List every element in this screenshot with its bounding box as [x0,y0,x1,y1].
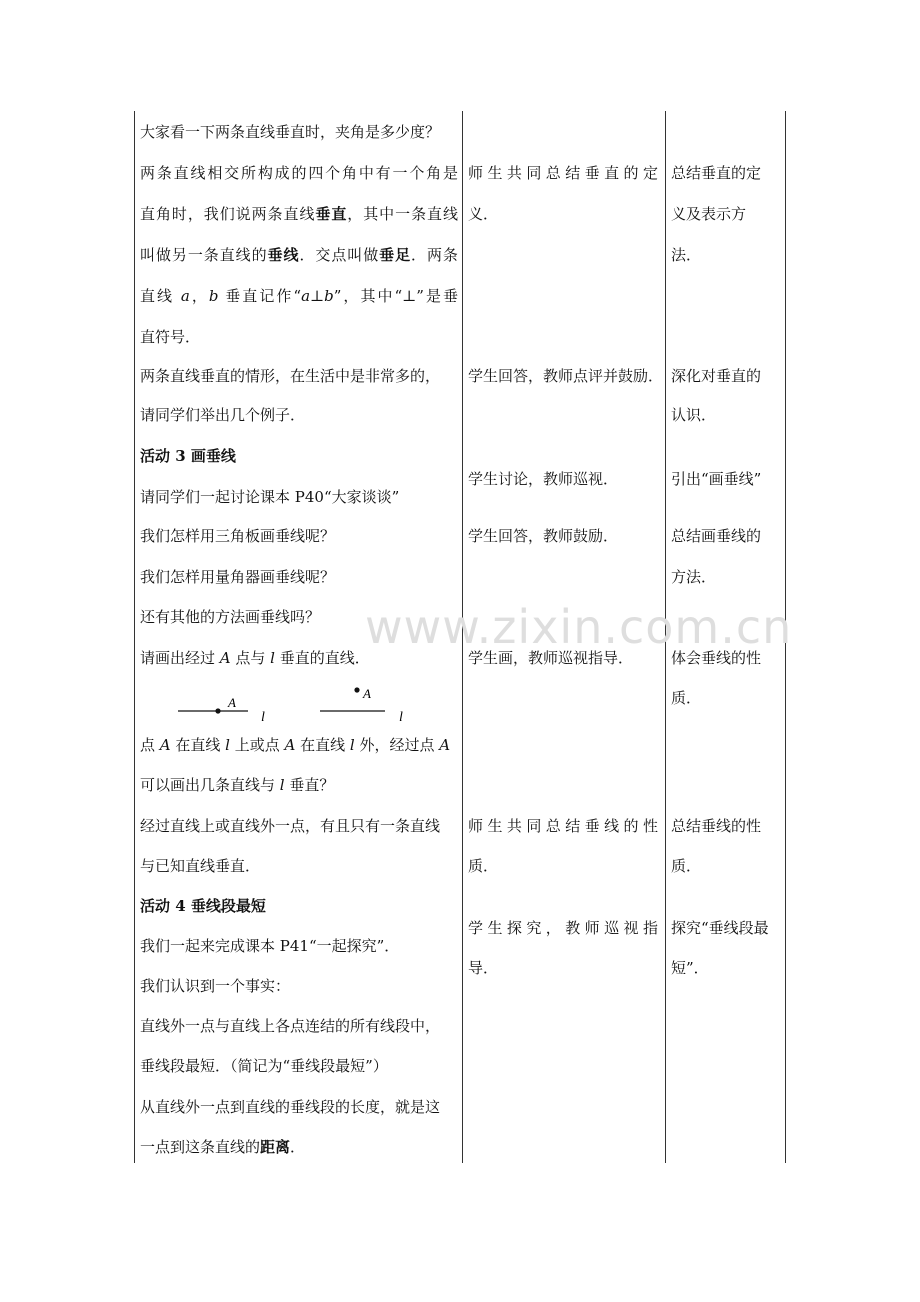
text-line: 我们认识到一个事实： [140,977,291,995]
fig-label-a-1: A [228,695,236,710]
text-line: 质． [671,857,702,875]
text-line: 体会垂线的性 [671,649,762,667]
fig-label-a-2: A [363,686,371,701]
text-line: 总结垂线的性 [671,817,762,835]
text-line: 从直线外一点到直线的垂线段的长度，就是这 [140,1098,441,1116]
text-line: 深化对垂直的 [671,367,762,385]
text-line: 请画出经过 A 点与 l 垂直的直线． [140,649,370,667]
text-line: 直线 a，b 垂直记作“a⊥b”，其中“⊥”是垂 [140,287,458,305]
text-line: 我们一起来完成课本 P41“一起探究”． [140,937,400,955]
text-line: 学生回答，教师点评并鼓励． [468,367,664,385]
text-line: 总结垂直的定 [671,164,762,182]
text-line: 请同学们举出几个例子． [140,406,306,424]
point-a-on-line [215,708,220,713]
text-line: 认识． [671,406,717,424]
text-line: 学生讨论，教师巡视． [468,470,619,488]
text-line: 引出“画垂线” [671,470,762,488]
text-line: 法． [671,246,702,264]
text-line: 我们怎样用量角器画垂线呢？ [140,568,336,586]
fig-label-l-2: l [399,710,403,725]
text-line: 点 A 在直线 l 上或点 A 在直线 l 外，经过点 A [140,736,451,754]
term-distance: 距离 [260,1138,291,1156]
text-line: 方法． [671,568,717,586]
table-border-left [134,111,135,1163]
text-line: 两条直线相交所构成的四个角中有一个角是 [140,164,458,182]
text-line: 可以画出几条直线与 l 垂直？ [140,776,335,794]
term-perpendicular-line: 垂线 [267,246,300,264]
point-line-figure [140,685,460,725]
section-heading: 活动 4 垂线段最短 [140,897,266,915]
text-line: 与已知直线垂直． [140,857,261,875]
watermark: www.zixin.com.cn [365,600,793,654]
text-line: 师生共同总结垂直的定 [468,164,658,182]
text-line: 学生探究，教师巡视指 [468,919,658,937]
text-line: 义． [468,205,499,223]
text-line: 短”． [671,959,709,977]
section-heading: 活动 3 画垂线 [140,447,236,465]
term-perpendicular: 垂直 [315,205,348,223]
text-line: 质． [671,689,702,707]
text-line: 直角时，我们说两条直线垂直，其中一条直线 [140,205,458,223]
text-line: 一点到这条直线的距离． [140,1138,306,1156]
text-line: 叫做另一条直线的垂线．交点叫做垂足．两条 [140,246,458,264]
text-line: 导． [468,959,499,977]
text-line: 探究“垂线段最 [671,919,769,937]
point-a-off-line [354,687,359,692]
text-line: 总结画垂线的 [671,527,762,545]
text-line: 请同学们一起讨论课本 P40“大家谈谈” [140,488,400,506]
text-line: 师生共同总结垂线的性 [468,817,658,835]
text-line: 还有其他的方法画垂线吗？ [140,608,321,626]
term-foot: 垂足 [379,246,412,264]
text-line: 直线外一点与直线上各点连结的所有线段中， [140,1017,441,1035]
text-line: 经过直线上或直线外一点，有且只有一条直线 [140,817,441,835]
text-line: 垂线段最短．（简记为“垂线段最短”） [140,1057,388,1075]
fig-label-l-1: l [261,710,265,725]
text-line: 学生回答，教师鼓励． [468,527,619,545]
text-line: 质． [468,857,499,875]
text-line: 大家看一下两条直线垂直时，夹角是多少度？ [140,123,441,141]
text-line: 义及表示方 [671,205,747,223]
text-line: 学生画，教师巡视指导． [468,649,634,667]
text-line: 我们怎样用三角板画垂线呢？ [140,527,336,545]
text-line: 直符号． [140,328,201,346]
text-line: 两条直线垂直的情形，在生活中是非常多的， [140,367,441,385]
